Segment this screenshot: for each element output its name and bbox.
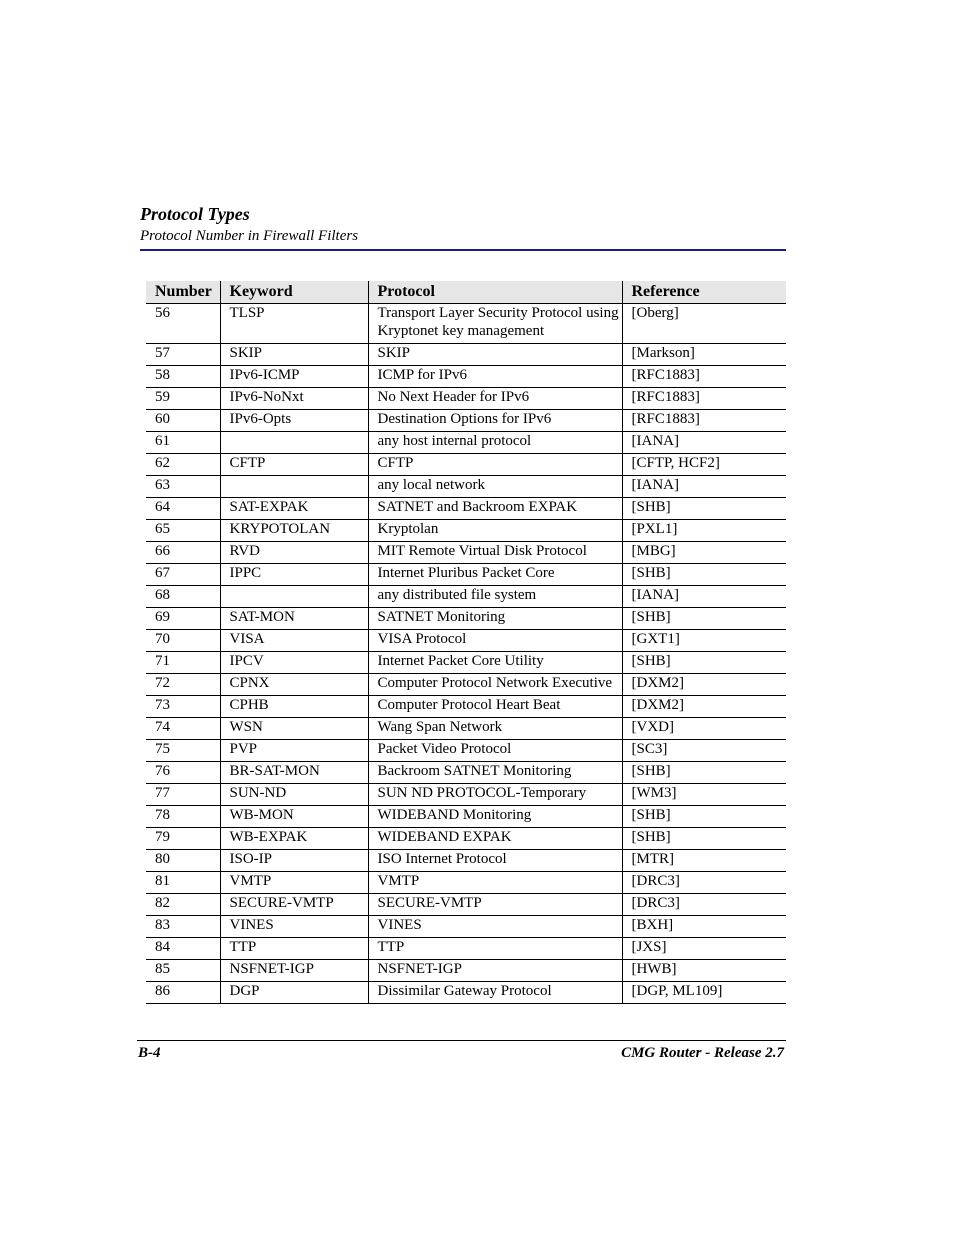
table-row [146, 542, 786, 564]
cell-keyword: NSFNET-IGP [220, 960, 368, 982]
cell-reference: [SHB] [622, 828, 786, 850]
cell-keyword: TTP [220, 938, 368, 960]
cell-number: 74 [146, 718, 220, 740]
cell-reference: [JXS] [622, 938, 786, 960]
cell-keyword: SAT-MON [220, 608, 368, 630]
cell-number: 65 [146, 520, 220, 542]
cell-protocol: WIDEBAND EXPAK [368, 828, 622, 850]
cell-number: 69 [146, 608, 220, 630]
cell-reference: [SHB] [622, 762, 786, 784]
table-row [146, 850, 786, 872]
cell-keyword [220, 432, 368, 454]
cell-protocol: Destination Options for IPv6 [368, 410, 622, 432]
cell-reference: [IANA] [622, 432, 786, 454]
table-row [146, 520, 786, 542]
cell-number: 59 [146, 388, 220, 410]
cell-keyword: WSN [220, 718, 368, 740]
cell-reference: [BXH] [622, 916, 786, 938]
cell-protocol: Computer Protocol Heart Beat [368, 696, 622, 718]
cell-protocol: MIT Remote Virtual Disk Protocol [368, 542, 622, 564]
cell-number: 85 [146, 960, 220, 982]
column-header-number: Number [146, 281, 220, 304]
cell-keyword: CFTP [220, 454, 368, 476]
cell-reference: [SHB] [622, 652, 786, 674]
cell-reference: [MBG] [622, 542, 786, 564]
cell-protocol: Dissimilar Gateway Protocol [368, 982, 622, 1004]
table-row [146, 410, 786, 432]
cell-reference: [DRC3] [622, 894, 786, 916]
cell-protocol: Backroom SATNET Monitoring [368, 762, 622, 784]
cell-reference: [IANA] [622, 586, 786, 608]
cell-protocol: ICMP for IPv6 [368, 366, 622, 388]
column-header-protocol: Protocol [368, 281, 622, 304]
cell-keyword: RVD [220, 542, 368, 564]
cell-reference: [SHB] [622, 806, 786, 828]
cell-protocol: VISA Protocol [368, 630, 622, 652]
cell-keyword: WB-EXPAK [220, 828, 368, 850]
cell-number: 77 [146, 784, 220, 806]
cell-protocol: Kryptolan [368, 520, 622, 542]
table-row [146, 476, 786, 498]
cell-keyword: SAT-EXPAK [220, 498, 368, 520]
cell-number: 61 [146, 432, 220, 454]
cell-reference: [RFC1883] [622, 388, 786, 410]
cell-number: 81 [146, 872, 220, 894]
table-header-row [146, 281, 786, 304]
cell-reference: [PXL1] [622, 520, 786, 542]
cell-keyword: BR-SAT-MON [220, 762, 368, 784]
cell-protocol: WIDEBAND Monitoring [368, 806, 622, 828]
cell-protocol: VMTP [368, 872, 622, 894]
table-row [146, 432, 786, 454]
cell-keyword: WB-MON [220, 806, 368, 828]
cell-number: 82 [146, 894, 220, 916]
table-row [146, 366, 786, 388]
cell-protocol: Packet Video Protocol [368, 740, 622, 762]
section-title: Protocol Types [140, 204, 250, 224]
table-row [146, 564, 786, 586]
cell-protocol: TTP [368, 938, 622, 960]
cell-number: 60 [146, 410, 220, 432]
cell-reference: [Oberg] [622, 304, 786, 344]
column-header-reference: Reference [622, 281, 786, 304]
cell-reference: [MTR] [622, 850, 786, 872]
table-row [146, 304, 786, 344]
cell-keyword: ISO-IP [220, 850, 368, 872]
document-title: CMG Router - Release 2.7 [621, 1045, 784, 1061]
cell-keyword: DGP [220, 982, 368, 1004]
cell-keyword: SKIP [220, 344, 368, 366]
cell-number: 64 [146, 498, 220, 520]
table-row [146, 828, 786, 850]
cell-protocol: NSFNET-IGP [368, 960, 622, 982]
table-row [146, 718, 786, 740]
cell-keyword: IPv6-NoNxt [220, 388, 368, 410]
cell-keyword: IPv6-ICMP [220, 366, 368, 388]
table-row [146, 960, 786, 982]
cell-reference: [SC3] [622, 740, 786, 762]
cell-protocol: Transport Layer Security Protocol using Kryptonet key management [368, 304, 622, 344]
cell-number: 72 [146, 674, 220, 696]
cell-number: 62 [146, 454, 220, 476]
cell-protocol: SATNET Monitoring [368, 608, 622, 630]
table-row [146, 916, 786, 938]
table-row [146, 696, 786, 718]
cell-reference: [RFC1883] [622, 366, 786, 388]
cell-protocol: VINES [368, 916, 622, 938]
table-row [146, 586, 786, 608]
table-row [146, 762, 786, 784]
table-row [146, 630, 786, 652]
cell-protocol: SATNET and Backroom EXPAK [368, 498, 622, 520]
table-body [146, 304, 786, 1004]
cell-protocol: any host internal protocol [368, 432, 622, 454]
cell-reference: [HWB] [622, 960, 786, 982]
cell-number: 66 [146, 542, 220, 564]
cell-reference: [Markson] [622, 344, 786, 366]
cell-protocol: CFTP [368, 454, 622, 476]
cell-protocol: Internet Packet Core Utility [368, 652, 622, 674]
table-row [146, 388, 786, 410]
cell-number: 84 [146, 938, 220, 960]
cell-keyword: CPHB [220, 696, 368, 718]
cell-keyword: PVP [220, 740, 368, 762]
cell-keyword: SECURE-VMTP [220, 894, 368, 916]
cell-reference: [DRC3] [622, 872, 786, 894]
cell-keyword: TLSP [220, 304, 368, 344]
table-row [146, 344, 786, 366]
cell-reference: [DGP, ML109] [622, 982, 786, 1004]
cell-reference: [SHB] [622, 498, 786, 520]
protocol-table [146, 281, 786, 1004]
cell-number: 73 [146, 696, 220, 718]
cell-number: 71 [146, 652, 220, 674]
cell-protocol: any distributed file system [368, 586, 622, 608]
cell-protocol: SECURE-VMTP [368, 894, 622, 916]
table-row [146, 982, 786, 1004]
header-divider [140, 249, 786, 251]
table-row [146, 608, 786, 630]
table-row [146, 806, 786, 828]
table-row [146, 498, 786, 520]
cell-number: 63 [146, 476, 220, 498]
cell-keyword: SUN-ND [220, 784, 368, 806]
cell-number: 56 [146, 304, 220, 344]
cell-reference: [WM3] [622, 784, 786, 806]
column-header-keyword: Keyword [220, 281, 368, 304]
cell-number: 70 [146, 630, 220, 652]
cell-protocol: Computer Protocol Network Executive [368, 674, 622, 696]
cell-number: 58 [146, 366, 220, 388]
cell-keyword: KRYPOTOLAN [220, 520, 368, 542]
cell-number: 76 [146, 762, 220, 784]
page-number: B-4 [138, 1045, 161, 1061]
cell-reference: [SHB] [622, 564, 786, 586]
table-row [146, 652, 786, 674]
cell-protocol: SKIP [368, 344, 622, 366]
cell-number: 83 [146, 916, 220, 938]
cell-keyword: IPCV [220, 652, 368, 674]
cell-number: 80 [146, 850, 220, 872]
cell-number: 78 [146, 806, 220, 828]
cell-keyword: VISA [220, 630, 368, 652]
footer-divider [137, 1040, 786, 1041]
table-row [146, 872, 786, 894]
cell-protocol: ISO Internet Protocol [368, 850, 622, 872]
cell-protocol: SUN ND PROTOCOL-Temporary [368, 784, 622, 806]
cell-reference: [RFC1883] [622, 410, 786, 432]
table-row [146, 740, 786, 762]
cell-keyword: IPv6-Opts [220, 410, 368, 432]
cell-number: 86 [146, 982, 220, 1004]
section-subtitle: Protocol Number in Firewall Filters [140, 228, 359, 244]
cell-protocol: Wang Span Network [368, 718, 622, 740]
table-row [146, 938, 786, 960]
cell-reference: [SHB] [622, 608, 786, 630]
cell-number: 75 [146, 740, 220, 762]
cell-reference: [VXD] [622, 718, 786, 740]
cell-number: 57 [146, 344, 220, 366]
cell-protocol: Internet Pluribus Packet Core [368, 564, 622, 586]
cell-number: 68 [146, 586, 220, 608]
table-row [146, 674, 786, 696]
cell-number: 67 [146, 564, 220, 586]
cell-reference: [DXM2] [622, 674, 786, 696]
table-row [146, 894, 786, 916]
cell-number: 79 [146, 828, 220, 850]
cell-reference: [DXM2] [622, 696, 786, 718]
cell-keyword [220, 586, 368, 608]
cell-keyword: VMTP [220, 872, 368, 894]
table-row [146, 784, 786, 806]
cell-reference: [IANA] [622, 476, 786, 498]
cell-protocol: No Next Header for IPv6 [368, 388, 622, 410]
cell-keyword: VINES [220, 916, 368, 938]
cell-keyword [220, 476, 368, 498]
cell-keyword: CPNX [220, 674, 368, 696]
cell-reference: [GXT1] [622, 630, 786, 652]
table-row [146, 454, 786, 476]
cell-protocol: any local network [368, 476, 622, 498]
cell-reference: [CFTP, HCF2] [622, 454, 786, 476]
cell-keyword: IPPC [220, 564, 368, 586]
